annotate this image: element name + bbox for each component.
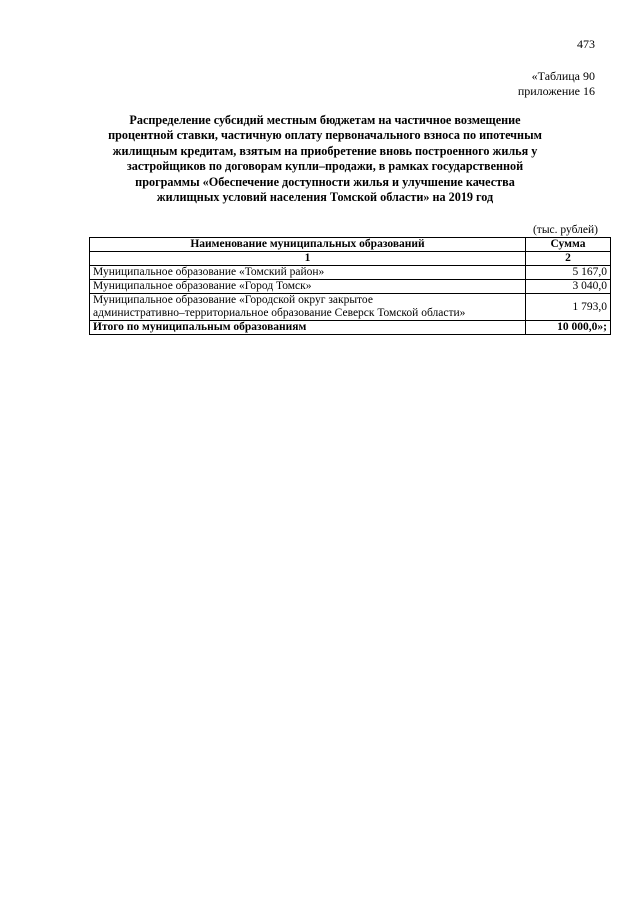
appendix-label: приложение 16: [517, 84, 595, 98]
document-title: [90, 113, 560, 205]
municipality-name-line: Муниципальное образование «Городской округ закрытое: [93, 294, 373, 306]
table-header-row: [90, 238, 611, 252]
municipality-name: Муниципальное образование «Томский район»: [90, 266, 526, 280]
total-amount: 10 000,0»;: [526, 321, 611, 335]
column-header-name: Наименование муниципальных образований: [90, 238, 526, 252]
title-line: процентной ставки, частичную оплату первоначального взноса по ипотечным: [108, 128, 542, 143]
subsidy-table: [89, 237, 611, 335]
municipality-name-line: административно–территориальное образование Северск Томской области»: [93, 307, 466, 319]
title-line: застройщиков по договорам купли–продажи, в рамках государственной: [126, 159, 524, 174]
units-label: (тыс. рублей): [532, 224, 598, 236]
subsidy-amount: 3 040,0: [526, 280, 611, 294]
table-row: [90, 280, 611, 294]
appendix-table-label: «Таблица 90: [531, 69, 595, 83]
subsidy-amount: 1 793,0: [526, 294, 611, 321]
table-total-row: [90, 321, 611, 335]
column-number: 2: [526, 252, 611, 266]
subsidy-amount: 5 167,0: [526, 266, 611, 280]
total-label: Итого по муниципальным образованиям: [90, 321, 526, 335]
title-line: жилищным кредитам, взятым на приобретение вновь построенного жилья у: [112, 143, 538, 158]
municipality-name: Муниципальное образование «Город Томск»: [90, 280, 526, 294]
title-line: жилищных условий населения Томской области» на 2019 год: [156, 190, 494, 205]
title-line: программы «Обеспечение доступности жилья и улучшение качества: [135, 174, 515, 189]
page-number: 473: [577, 37, 595, 51]
table-row: [90, 294, 611, 321]
title-line: Распределение субсидий местным бюджетам на частичное возмещение: [129, 113, 521, 127]
table-row: [90, 266, 611, 280]
municipality-name: [90, 294, 526, 321]
appendix-note: [518, 69, 595, 99]
column-number: 1: [90, 252, 526, 266]
column-number-row: [90, 252, 611, 266]
column-header-sum: Сумма: [526, 238, 611, 252]
